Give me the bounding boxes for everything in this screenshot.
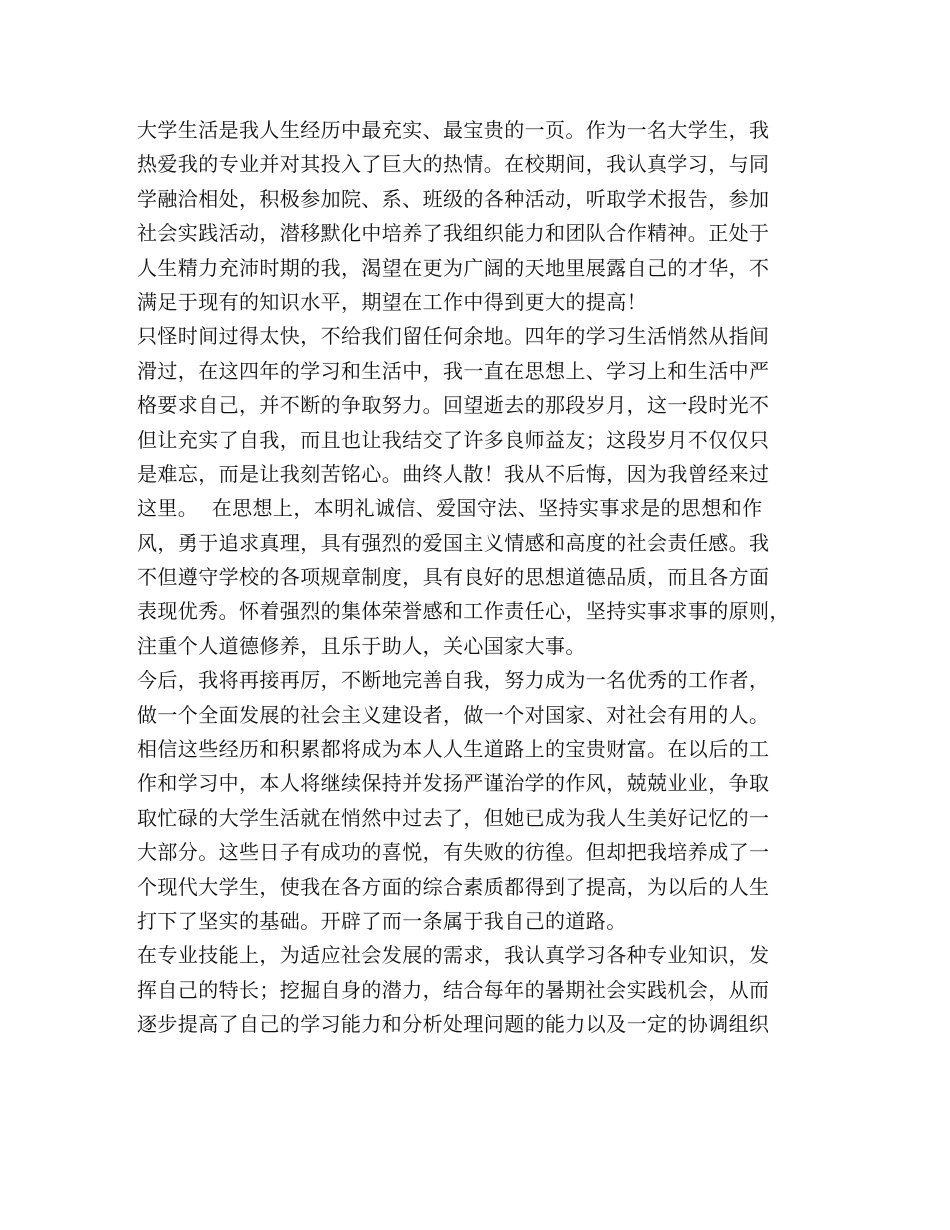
text-line-15: 表现优秀。怀着强烈的集体荣誉感和工作责任心，坚持实事求事的原则，: [137, 599, 790, 624]
text-line-21: 取忙碌的大学生活就在悄然中过去了，但她已成为我人生美好记忆的一: [137, 805, 770, 830]
text-line-20: 作和学习中，本人将继续保持并发扬严谨治学的作风，兢兢业业，争取: [137, 771, 770, 796]
text-line-13: 风，勇于追求真理，具有强烈的爱国主义情感和高度的社会责任感。我: [137, 530, 770, 555]
text-line-18: 做一个全面发展的社会主义建设者，做一个对国家、对社会有用的人。: [137, 702, 770, 727]
text-line-22: 大部分。这些日子有成功的喜悦，有失败的彷徨。但却把我培养成了一: [137, 840, 770, 865]
document-body: [137, 113, 827, 1042]
text-line-27: 逐步提高了自己的学习能力和分析处理问题的能力以及一定的协调组织: [137, 1012, 770, 1037]
text-line-5: 人生精力充沛时期的我，渴望在更为广阔的天地里展露自己的才华，不: [137, 255, 770, 280]
text-line-10: 但让充实了自我，而且也让我结交了许多良师益友；这段岁月不仅仅只: [137, 427, 770, 452]
text-line-1: 大学生活是我人生经历中最充实、最宝贵的一页。作为一名大学生，我: [137, 118, 770, 142]
text-line-7: 只怪时间过得太快，不给我们留任何余地。四年的学习生活悄然从指间: [137, 324, 770, 349]
text-line-25: 在专业技能上，为适应社会发展的需求，我认真学习各种专业知识，发: [137, 943, 770, 968]
text-line-12: 这里。 在思想上，本明礼诚信、爱国守法、坚持实事求是的思想和作: [137, 496, 763, 521]
text-line-8: 滑过，在这四年的学习和生活中，我一直在思想上、学习上和生活中严: [137, 358, 770, 383]
text-line-23: 个现代大学生，使我在各方面的综合素质都得到了提高，为以后的人生: [137, 874, 770, 899]
text-line-9: 格要求自己，并不断的争取努力。回望逝去的那段岁月，这一段时光不: [137, 393, 770, 418]
text-line-24: 打下了坚实的基础。开辟了而一条属于我自己的道路。: [137, 908, 627, 933]
text-line-6: 满足于现有的知识水平，期望在工作中得到更大的提高！: [137, 289, 647, 314]
text-line-16: 注重个人道德修养，且乐于助人，关心国家大事。: [137, 633, 586, 658]
text-line-14: 不但遵守学校的各项规章制度，具有良好的思想道德品质，而且各方面: [137, 565, 770, 590]
text-line-19: 相信这些经历和积累都将成为本人人生道路上的宝贵财富。在以后的工: [137, 737, 770, 762]
text-line-3: 学融洽相处，积极参加院、系、班级的各种活动，听取学术报告，参加: [137, 186, 770, 211]
text-line-11: 是难忘，而是让我刻苦铭心。曲终人散！我从不后悔，因为我曾经来过: [137, 461, 770, 486]
text-line-4: 社会实践活动，潜移默化中培养了我组织能力和团队合作精神。正处于: [137, 221, 770, 246]
text-line-26: 挥自己的特长；挖掘自身的潜力，结合每年的暑期社会实践机会，从而: [137, 977, 770, 1002]
text-line-17: 今后，我将再接再厉，不断地完善自我，努力成为一名优秀的工作者，: [137, 668, 770, 693]
text-line-2: 热爱我的专业并对其投入了巨大的热情。在校期间，我认真学习，与同: [137, 152, 770, 177]
